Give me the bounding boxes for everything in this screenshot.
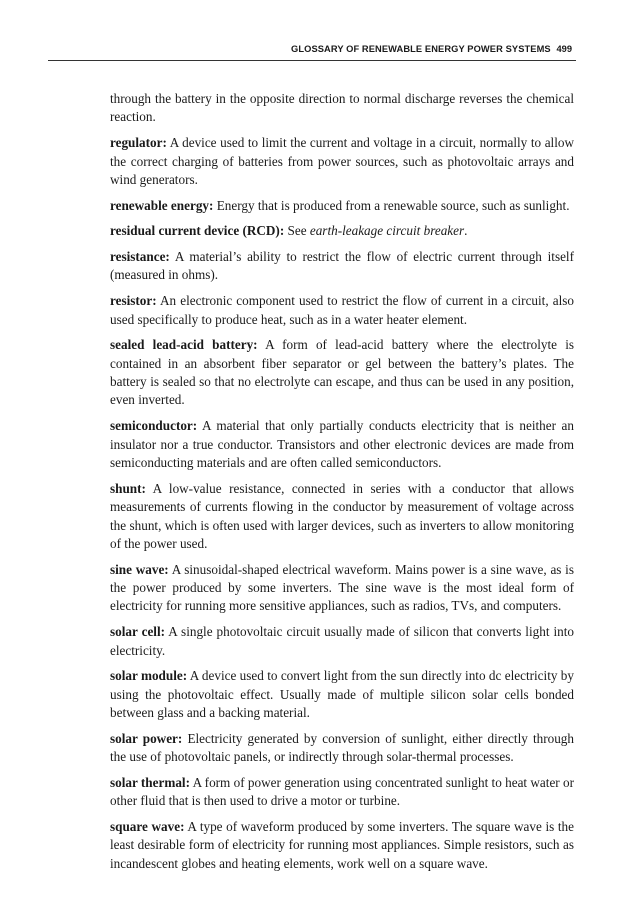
- glossary-entry-shunt: [110, 480, 574, 554]
- glossary-entry-solar-cell: [110, 623, 574, 660]
- glossary-definition: A single photovoltaic circuit usually made of silicon that converts light into electricity.: [110, 624, 574, 658]
- glossary-entry-residual-current-device: [110, 222, 574, 240]
- glossary-entry-square-wave: [110, 818, 574, 873]
- glossary-term: sealed lead-acid battery:: [110, 337, 258, 353]
- glossary-entry-resistor: [110, 292, 574, 329]
- glossary-body: [110, 90, 574, 880]
- glossary-definition: A material’s ability to restrict the flow of electric current through itself (measured in ohms).: [110, 249, 574, 283]
- glossary-entry-renewable-energy: [110, 197, 574, 215]
- glossary-term: regulator:: [110, 135, 167, 151]
- glossary-entry-resistance: [110, 248, 574, 285]
- glossary-entry-regulator: [110, 134, 574, 189]
- glossary-definition: Energy that is produced from a renewable source, such as sunlight.: [213, 197, 570, 213]
- glossary-definition: A type of waveform produced by some inverters. The square wave is the least desirable form of electricity for running most appliances. Simple resistors, such as incandescent globes and heating elements, work well on a square wave.: [110, 818, 574, 871]
- glossary-term: solar cell:: [110, 624, 166, 640]
- glossary-definition: A form of power generation using concentrated sunlight to heat water or other fluid that is then used to drive a motor or turbine.: [110, 774, 574, 809]
- glossary-term: solar power:: [110, 730, 183, 746]
- glossary-term: renewable energy:: [110, 197, 214, 213]
- continued-definition: through the battery in the opposite direction to normal discharge reverses the chemical reaction.: [110, 91, 574, 125]
- glossary-term: semiconductor:: [110, 418, 198, 434]
- glossary-entry-sealed-lead-acid-battery: [110, 336, 574, 410]
- glossary-definition: A device used to convert light from the sun directly into dc electricity by using the photovoltaic effect. Usually made of multiple silicon solar cells bonded between glass and a backing material.: [110, 668, 574, 721]
- glossary-definition: Electricity generated by conversion of sunlight, either directly through the use of photovoltaic panels, or indirectly through solar-thermal processes.: [110, 730, 574, 765]
- glossary-term: resistor:: [110, 293, 157, 309]
- glossary-definition: A form of lead-acid battery where the electrolyte is contained in an absorbent fiber separator or gel between the battery’s plates. The battery is sealed so that no electrolyte can escape, and thus can be used in any position, even inverted.: [110, 337, 575, 408]
- glossary-term: sine wave:: [110, 561, 169, 577]
- glossary-entry-solar-thermal: [110, 774, 574, 811]
- running-header: [48, 42, 576, 61]
- glossary-term: solar thermal:: [110, 774, 190, 790]
- glossary-entry-semiconductor: [110, 417, 574, 472]
- definition-end: .: [464, 223, 468, 239]
- glossary-term: shunt:: [110, 480, 146, 496]
- page-number: 499: [556, 44, 572, 54]
- glossary-entry-solar-power: [110, 730, 574, 767]
- cross-reference: earth-leakage circuit breaker: [309, 223, 465, 239]
- glossary-definition: An electronic component used to restrict the flow of current in a circuit, also used specifically to produce heat, such as in a water heater element.: [110, 293, 574, 327]
- glossary-definition: A sinusoidal-shaped electrical waveform. Mains power is a sine wave, as is the power produced by some inverters. The sine wave is the most ideal form of electricity for running more sensitive appliances, such as radios, TVs, and computers.: [110, 561, 574, 614]
- glossary-definition: A device used to limit the current and voltage in a circuit, normally to allow the correct charging of batteries from power sources, such as photovoltaic arrays and wind generators.: [110, 135, 574, 187]
- glossary-term: resistance:: [110, 249, 170, 265]
- glossary-definition: A material that only partially conducts electricity that is neither an insulator nor a true conductor. Transistors and other electronic devices are made from semiconducting materials and are often called semiconductors.: [110, 418, 574, 470]
- glossary-term: square wave:: [110, 818, 185, 834]
- running-header-title: GLOSSARY OF RENEWABLE ENERGY POWER SYSTEMS: [291, 44, 551, 54]
- glossary-definition: See: [284, 223, 310, 239]
- glossary-definition: A low-value resistance, connected in series with a conductor that allows measurements of currents flowing in the conductor by measurement of voltage across the shunt, which is often used with larger devices, such as inverters to allow monitoring of the power used.: [110, 480, 574, 551]
- glossary-entry-solar-module: [110, 667, 574, 722]
- glossary-term: residual current device (RCD):: [110, 223, 285, 239]
- glossary-entry-sine-wave: [110, 561, 574, 616]
- glossary-term: solar module:: [110, 668, 188, 684]
